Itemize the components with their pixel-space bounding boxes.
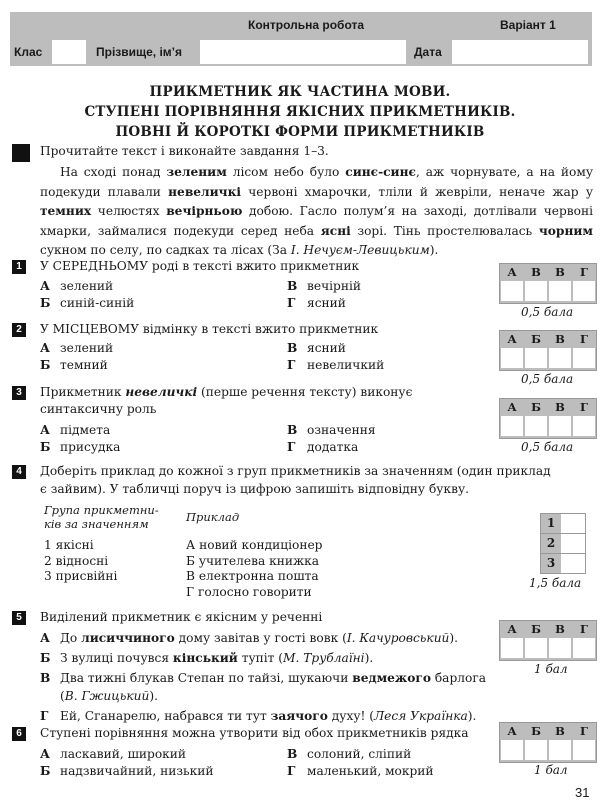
task-question-line2: синтаксичну роль [40,402,157,416]
answer-cell[interactable] [549,740,571,760]
answer-cell[interactable] [501,416,523,436]
option-b: Б надзвичайний, низький [40,764,214,778]
answer-cell[interactable] [549,348,571,368]
answer-cell[interactable] [501,348,523,368]
author-name: І. Нечуєм-Левицьким [290,243,430,258]
answer-cell[interactable] [525,281,547,301]
example-item: Г голосно говорити [186,584,312,599]
option-d: Г ясний [287,296,346,310]
highlight-word: синє-синє [345,165,416,179]
option-d: Г невеличкий [287,358,385,372]
option-a: А зелений [40,279,114,293]
option-c: В ясний [287,341,346,355]
task-question: Ступені порівняння можна утворити від обох прикметників рядка [40,726,469,740]
option-b: Б темний [40,358,108,372]
test-title: Контрольна робота [248,18,365,32]
answer-cell[interactable] [561,534,585,553]
example-column-header: Приклад [186,510,240,524]
task-question: У МІСЦЕВОМУ відмінку в тексті вжито прикметник [40,322,379,336]
task-question: У СЕРЕДНЬОМУ роді в тексті вжито прикметник [40,259,360,273]
group-item: 1 якісні [44,538,94,552]
answer-grid: А В В Г [499,263,597,304]
highlight-word: темних [40,204,92,219]
highlight-word: зеленим [166,165,227,179]
option-c: В вечірній [287,279,361,293]
highlight-word: невеличкі [168,184,242,199]
answer-cell[interactable] [573,348,595,368]
option-c: В означення [287,423,376,437]
answer-grid: А Б В Г [499,330,597,371]
section-titles [0,82,600,142]
title-line: ПОВНІ Й КОРОТКІ ФОРМИ ПРИКМЕТНИКІВ [115,124,485,140]
date-field[interactable] [452,40,588,64]
highlight-word: чорним [538,223,593,238]
class-field[interactable] [52,40,86,64]
highlight-word: ясні [320,223,351,238]
answer-cell[interactable] [573,281,595,301]
title-line: СТУПЕНІ ПОРІВНЯННЯ ЯКІСНИХ ПРИКМЕТНИКІВ. [84,104,516,120]
answer-cell[interactable] [549,416,571,436]
title-line: ПРИКМЕТНИК ЯК ЧАСТИНА МОВИ. [149,84,451,100]
points-label: 1 бал [534,662,568,676]
task-number-badge: 2 [12,323,26,337]
variant-label: Варіант 1 [500,18,556,32]
example-item: А новий кондиціонер [186,538,323,552]
reading-passage: На сході понад зеленим лісом небо було синє-синє, аж чорнувате, а на йому подекуди плавали невеличкі червоні хмарочки, тліли й жевріли, неначе жар у темних челюстях вечірньою добою. Гасло полум’я на заході, дотлівали червоні хмарки, займалися подекуди серед неба ясні зорі. Тінь простелювалась чорним сукном по селу, по садках та лісах (За І. Нечуєм-Левицьким). [40,165,593,258]
answer-cell[interactable] [573,416,595,436]
group-list [44,538,117,585]
example-item: В електронна пошта [186,569,319,583]
group-item: 2 відносні [44,553,109,568]
answer-cell[interactable] [561,514,585,533]
option-a: А зелений [40,341,114,355]
answer-cell[interactable] [573,638,595,658]
example-list [186,538,322,600]
answer-cell[interactable] [549,281,571,301]
points-label: 0,5 бала [521,440,574,454]
option-c: В солоний, сліпий [287,747,412,761]
page-number: 31 [575,785,590,800]
test-header [10,12,592,66]
example-item: Б учителева книжка [186,553,320,568]
group-column-header: Група прикметни- ків за значенням [44,503,159,531]
points-label: 0,5 бала [521,372,574,386]
answer-cell[interactable] [525,416,547,436]
task-number-badge: 1 [12,260,26,274]
answer-cell[interactable] [501,638,523,658]
answer-cell[interactable] [501,281,523,301]
task-question: Доберіть приклад до кожної з груп прикметників за значенням (один приклад [40,464,551,478]
class-label: Клас [14,45,43,59]
task-question: Прикметник невеличкі (перше речення тексту) виконує [40,385,413,399]
points-label: 1,5 бала [529,576,582,590]
name-field[interactable] [200,40,406,64]
answer-cell[interactable] [525,638,547,658]
date-label: Дата [414,45,442,59]
task-question-line2: є зайвим). У табличці поруч із цифрою запишіть відповідну букву. [40,482,469,496]
task-question: Виділений прикметник є якісним у реченні [40,610,323,624]
option-c: В Два тижні блукав Степан по тайзі, шукаючи ведмежого барлога [40,671,486,685]
task-number-badge: 3 [12,386,26,400]
option-b: Б синій-синій [40,296,135,310]
option-b: Б присудка [40,440,121,454]
matching-answer-grid: 1 2 3 [540,513,586,574]
points-label: 1 бал [534,763,568,777]
answer-cell[interactable] [525,348,547,368]
option-a: А До лисиччиного дому завітав у гості вовк (І. Качуровський). [40,631,459,645]
option-b: Б З вулиці почувся кінський тупіт (М. Трублаїні). [40,651,374,665]
name-label: Прізвище, ім’я [96,45,183,59]
task-number-badge: 4 [12,465,26,479]
answer-grid: А Б В Г [499,722,597,763]
task-number-badge: 6 [12,727,26,741]
answer-grid: А Б В Г [499,620,597,661]
intro-instruction: Прочитайте текст і виконайте завдання 1–3. [40,144,329,158]
option-d: Г маленький, мокрий [287,764,434,778]
task-number-badge: 5 [12,611,26,625]
points-label: 0,5 бала [521,305,574,319]
answer-cell[interactable] [501,740,523,760]
option-d: Г додатка [287,440,359,454]
group-item: 3 присвійні [44,569,118,583]
answer-cell[interactable] [525,740,547,760]
answer-cell[interactable] [549,638,571,658]
answer-grid: А Б В Г [499,398,597,439]
intro-square-icon [12,144,30,162]
option-a: А ласкавий, широкий [40,747,187,761]
answer-cell[interactable] [561,554,585,573]
option-c-line2: (В. Гжицький). [60,689,158,703]
answer-cell[interactable] [573,740,595,760]
option-a: А підмета [40,423,111,437]
highlight-word: вечірньою [166,204,243,219]
option-d: Г Ей, Сганарелю, набрався ти тут заячого духу! (Леся Українка). [40,709,477,723]
